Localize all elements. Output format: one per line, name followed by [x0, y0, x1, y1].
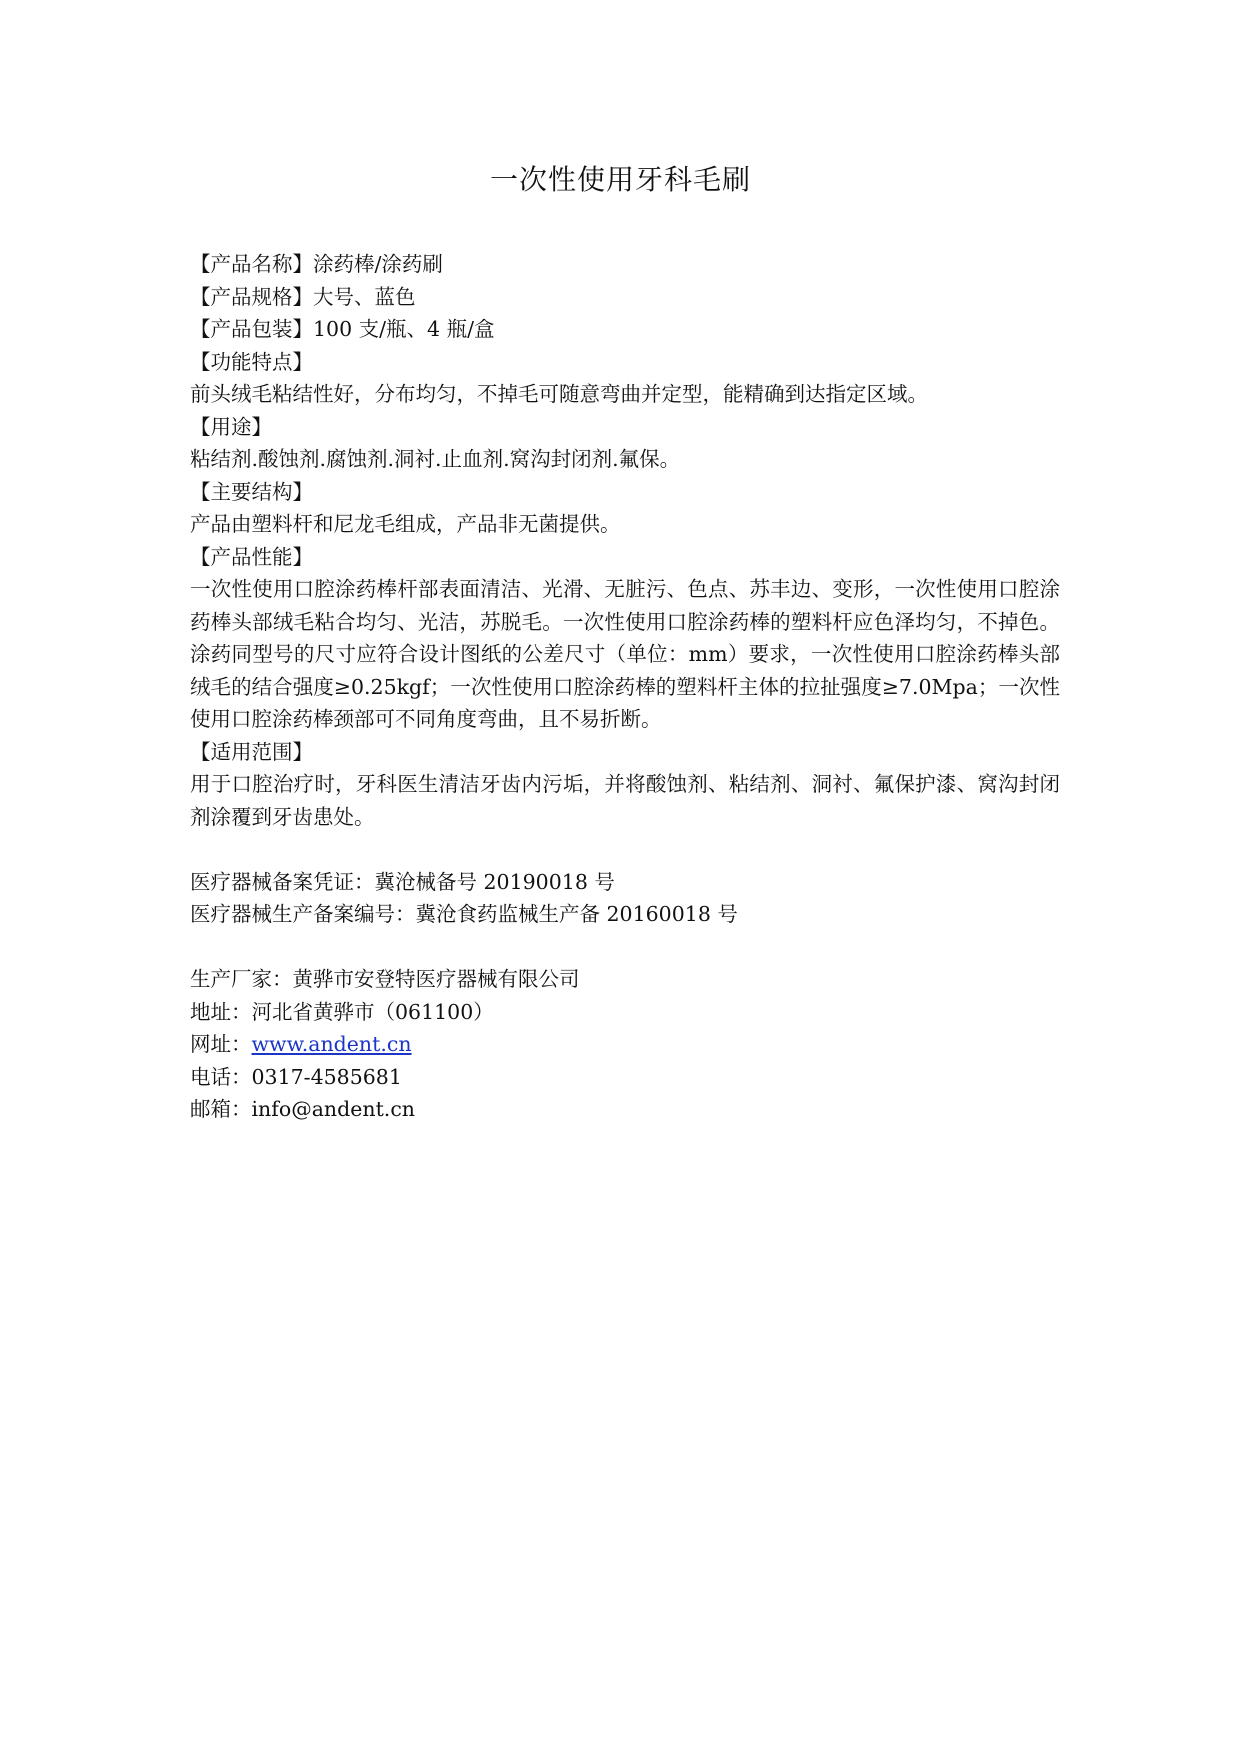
website-link[interactable]: www.andent.cn	[251, 1032, 412, 1056]
website-label: 网址：	[190, 1032, 252, 1056]
spacer	[190, 931, 1060, 964]
product-package-row	[190, 313, 1060, 346]
features-heading: 【功能特点】	[190, 349, 313, 374]
product-spec-value: 大号、蓝色	[313, 284, 416, 309]
product-spec-label: 【产品规格】	[190, 284, 313, 309]
performance-heading: 【产品性能】	[190, 544, 313, 569]
email: 邮箱：info@andent.cn	[190, 1097, 416, 1121]
product-name-label: 【产品名称】	[190, 252, 313, 276]
performance-text: 一次性使用口腔涂药棒杆部表面清洁、光滑、无脏污、色点、苏丰边、变形，一次性使用口腔涂药棒头部绒毛粘合均匀、光洁，苏脱毛。一次性使用口腔涂药棒的塑料杆应色泽均匀，不掉色。涂药同型号的尺寸应符合设计图纸的公差尺寸（单位：mm）要求，一次性使用口腔涂药棒头部绒毛的结合强度≥0.25kgf；一次性使用口腔涂药棒的塑料杆主体的拉扯强度≥7.0Mpa；一次性使用口腔涂药棒颈部可不同角度弯曲，且不易折断。	[190, 577, 1060, 731]
scope-text: 用于口腔治疗时，牙科医生清洁牙齿内污垢，并将酸蚀剂、粘结剂、洞衬、氟保护漆、窝沟封闭剂涂覆到牙齿患处。	[190, 772, 1060, 829]
document-title: 一次性使用牙科毛刷	[489, 163, 751, 196]
product-package-value: 100 支/瓶、4 瓶/盒	[313, 317, 495, 341]
features-text: 前头绒毛粘结性好，分布均匀，不掉毛可随意弯曲并定型，能精确到达指定区域。	[190, 382, 928, 406]
product-name-value: 涂药棒/涂药刷	[313, 252, 443, 276]
phone: 电话：0317-4585681	[190, 1064, 402, 1089]
usage-heading: 【用途】	[190, 414, 272, 439]
product-name-row	[190, 248, 1060, 281]
website-row	[190, 1028, 1060, 1061]
production-record-number: 医疗器械生产备案编号：冀沧食药监械生产备 20160018 号	[190, 902, 738, 926]
document-body	[190, 248, 1060, 1126]
structure-text: 产品由塑料杆和尼龙毛组成，产品非无菌提供。	[190, 512, 621, 536]
product-package-label: 【产品包装】	[190, 317, 313, 341]
product-spec-row	[190, 281, 1060, 314]
manufacturer: 生产厂家：黄骅市安登特医疗器械有限公司	[190, 967, 580, 991]
spacer	[190, 833, 1060, 866]
record-certificate: 医疗器械备案凭证：冀沧械备号 20190018 号	[190, 869, 615, 894]
structure-heading: 【主要结构】	[190, 479, 313, 504]
usage-text: 粘结剂.酸蚀剂.腐蚀剂.洞衬.止血剂.窝沟封闭剂.氟保。	[190, 447, 681, 471]
scope-heading: 【适用范围】	[190, 739, 313, 764]
address: 地址：河北省黄骅市（061100）	[190, 999, 494, 1024]
